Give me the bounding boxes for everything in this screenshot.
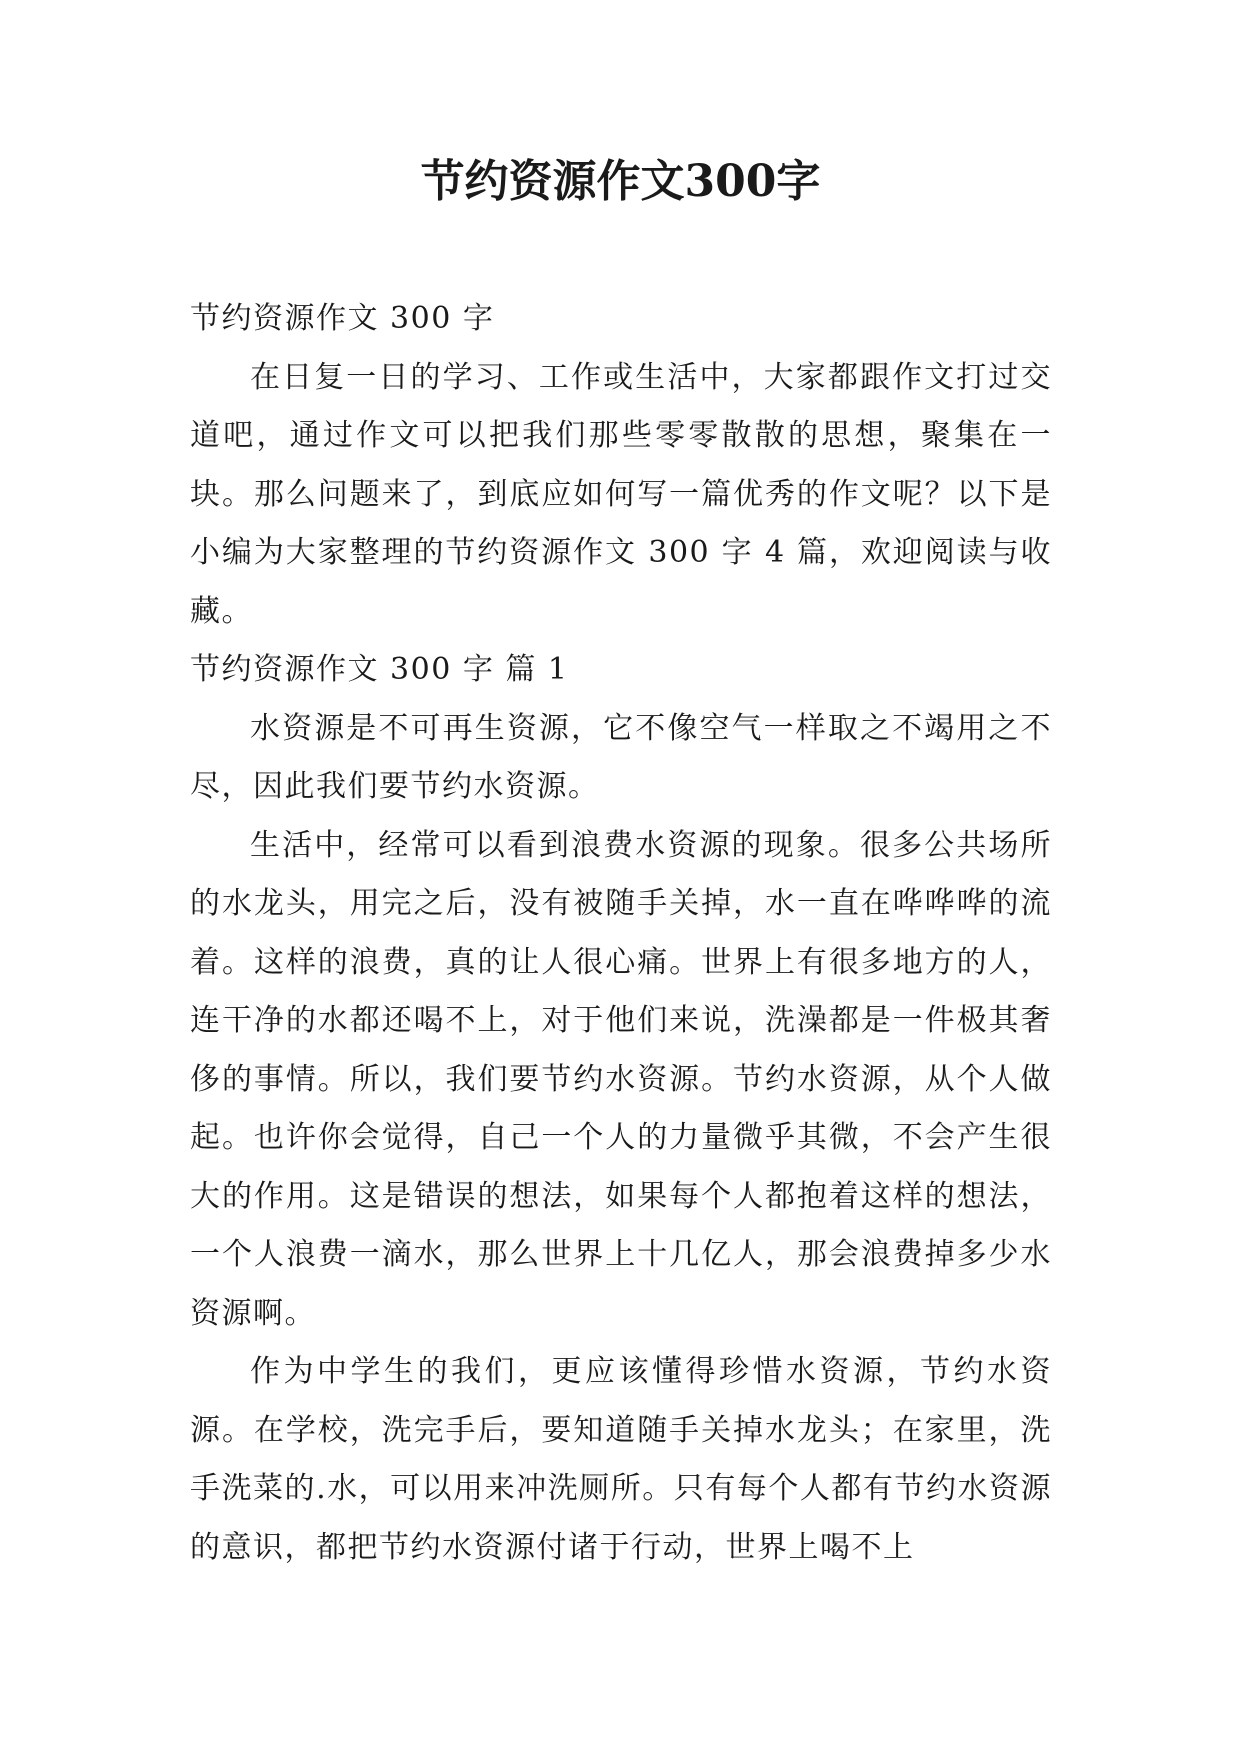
section-heading: 节约资源作文 300 字 <box>190 301 495 336</box>
paragraph: 水资源是不可再生资源，它不像空气一样取之不竭用之不尽，因此我们要节约水资源。 <box>190 710 1052 804</box>
paragraph: 生活中，经常可以看到浪费水资源的现象。很多公共场所的水龙头，用完之后，没有被随手关掉，水一直在哗哗哗的流着。这样的浪费，真的让人很心痛。世界上有很多地方的人，连干净的水都还喝不上，对于他们来说，洗澡都是一件极其奢侈的事情。所以，我们要节约水资源。节约水资源，从个人做起。也许你会觉得，自己一个人的力量微乎其微，不会产生很大的作用。这是错误的想法，如果每个人都抱着这样的想法，一个人浪费一滴水，那么世界上十几亿人，那会浪费掉多少水资源啊。 <box>190 827 1052 1331</box>
document-body <box>190 290 1052 1577</box>
page-title: 节约资源作文300字 <box>420 156 821 207</box>
section-heading: 节约资源作文 300 字 篇 1 <box>190 652 569 687</box>
paragraph: 作为中学生的我们，更应该懂得珍惜水资源，节约水资源。在学校，洗完手后，要知道随手关掉水龙头；在家里，洗手洗菜的.水，可以用来冲洗厕所。只有每个人都有节约水资源的意识，都把节约水资源付诸于行动，世界上喝不上 <box>190 1354 1052 1565</box>
paragraph: 在日复一日的学习、工作或生活中，大家都跟作文打过交道吧，通过作文可以把我们那些零零散散的思想，聚集在一块。那么问题来了，到底应如何写一篇优秀的作文呢？以下是小编为大家整理的节约资源作文 300 字 4 篇，欢迎阅读与收藏。 <box>190 359 1052 629</box>
